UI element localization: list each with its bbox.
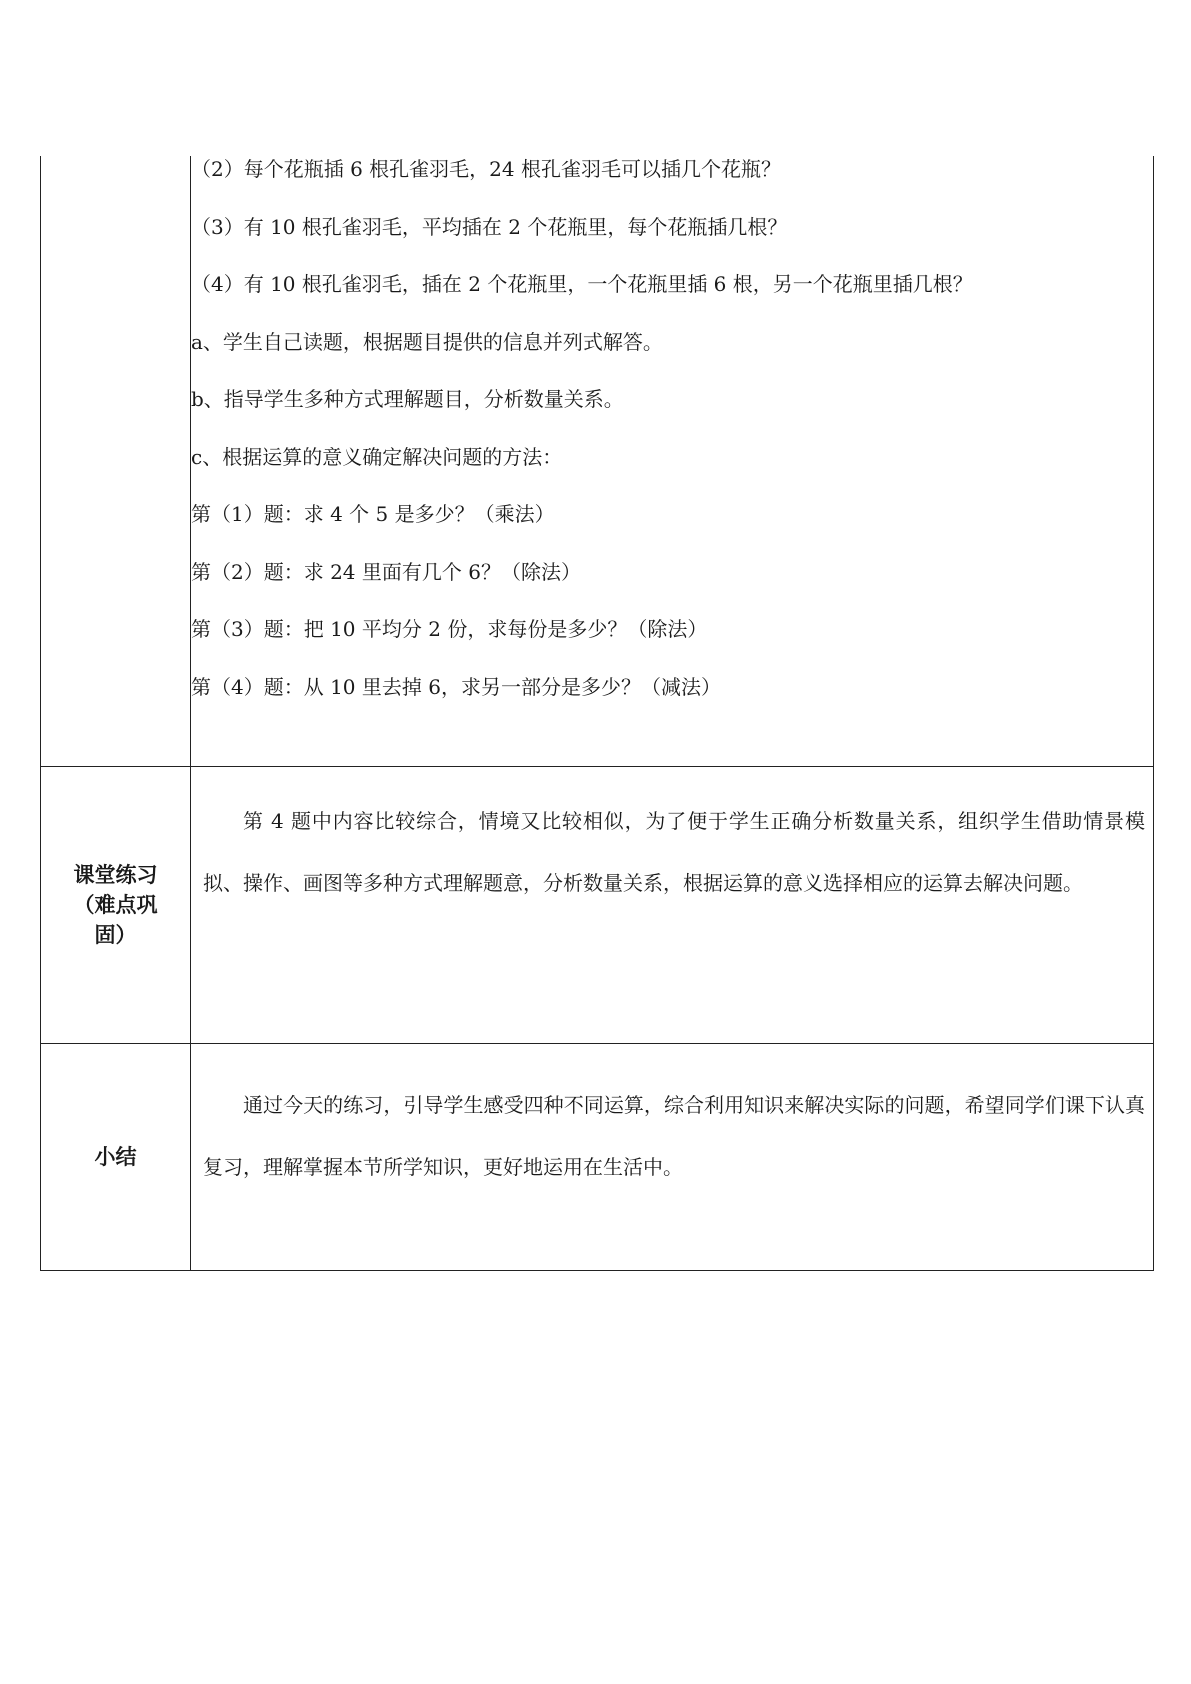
row-content-summary — [191, 1044, 1154, 1271]
text-line: 第（4）题：从 10 里去掉 6，求另一部分是多少？（减法） — [191, 674, 721, 699]
practice-paragraph: 第 4 题中内容比较综合，情境又比较相似，为了便于学生正确分析数量关系，组织学生借助情景模拟、操作、画图等多种方式理解题意，分析数量关系，根据运算的意义选择相应的运算去解决问题。 — [203, 809, 1145, 895]
table-row-continued — [41, 156, 1154, 767]
lesson-plan-table — [40, 156, 1154, 1271]
table-row-summary — [41, 1044, 1154, 1271]
text-line: （4）有 10 根孔雀羽毛，插在 2 个花瓶里，一个花瓶里插 6 根，另一个花瓶里插几根？ — [191, 272, 973, 296]
row-content-steps — [191, 156, 1154, 767]
label-line: 固） — [94, 923, 137, 947]
text-line: a、学生自己读题，根据题目提供的信息并列式解答。 — [191, 329, 663, 354]
row-label-empty — [41, 156, 191, 767]
text-line: （3）有 10 根孔雀羽毛，平均插在 2 个花瓶里，每个花瓶插几根？ — [191, 214, 788, 239]
text-line: c、根据运算的意义确定解决问题的方法： — [191, 444, 563, 469]
summary-paragraph: 通过今天的练习，引导学生感受四种不同运算，综合利用知识来解决实际的问题，希望同学们课下认真复习，理解掌握本节所学知识，更好地运用在生活中。 — [203, 1093, 1145, 1179]
label-line: 课堂练习 — [73, 863, 158, 887]
label-line: （难点巩 — [73, 893, 158, 917]
table-row-practice — [41, 767, 1154, 1044]
text-line: b、指导学生多种方式理解题目，分析数量关系。 — [191, 387, 624, 411]
row-label-summary — [41, 1044, 191, 1271]
text-line: 第（2）题：求 24 里面有几个 6？（除法） — [191, 559, 581, 584]
text-line: （2）每个花瓶插 6 根孔雀羽毛，24 根孔雀羽毛可以插几个花瓶？ — [191, 157, 781, 181]
text-line: 第（1）题：求 4 个 5 是多少？（乘法） — [191, 502, 555, 526]
label-text: 小结 — [94, 1145, 137, 1169]
row-content-practice — [191, 767, 1154, 1044]
text-line: 第（3）题：把 10 平均分 2 份，求每份是多少？（除法） — [191, 617, 708, 641]
row-label-practice — [41, 767, 191, 1044]
